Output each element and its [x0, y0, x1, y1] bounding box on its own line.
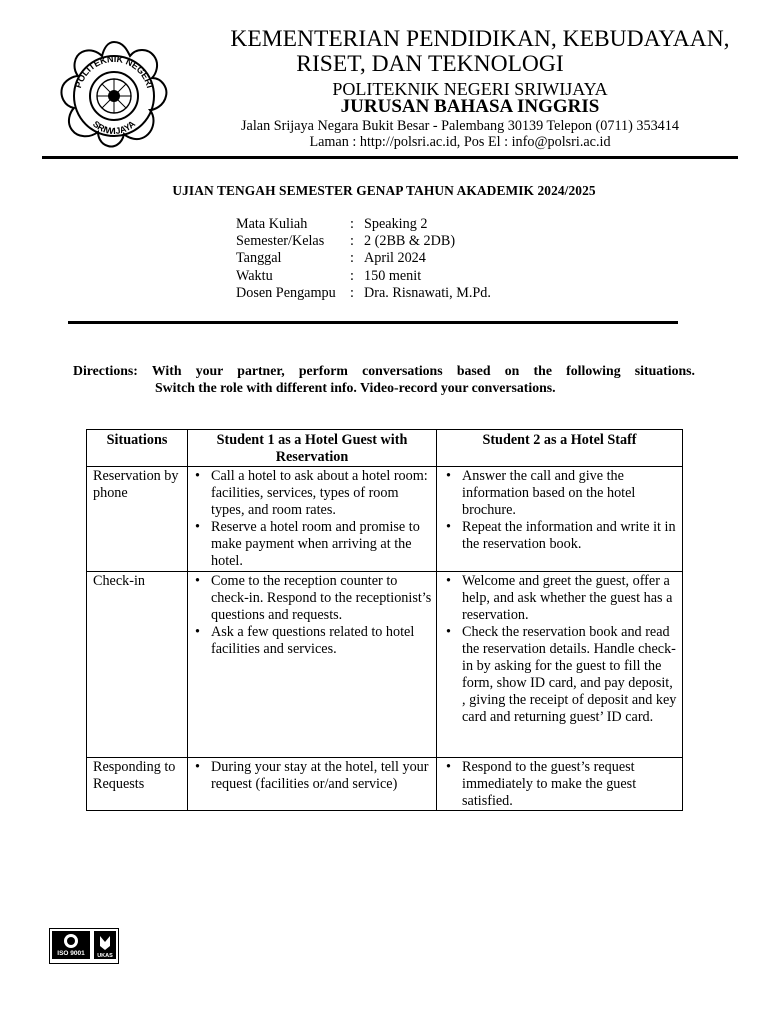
bullet-list [188, 759, 436, 793]
situation-cell: Responding to Requests [87, 758, 188, 811]
situations-table [86, 429, 683, 811]
student1-cell [188, 758, 437, 811]
exam-info-value: Dra. Risnawati, M.Pd. [364, 284, 491, 301]
exam-info-label: Dosen Pengampu [236, 284, 336, 301]
exam-info-label: Tanggal [236, 250, 282, 267]
ministry-name-line2: RISET, DAN TEKNOLOGI [296, 51, 564, 77]
section-divider [68, 321, 678, 324]
exam-title: UJIAN TENGAH SEMESTER GENAP TAHUN AKADEMIK 2024/2025 [172, 183, 596, 198]
institute-name: POLITEKNIK NEGERI SRIWIJAYA [332, 79, 608, 99]
exam-info-separator: : [350, 233, 354, 250]
table-row [87, 467, 683, 572]
situation-cell: Reservation by phone [87, 467, 188, 572]
svg-text:SRIWIJAYA: SRIWIJAYA [90, 118, 138, 137]
exam-info-label: Mata Kuliah [236, 216, 308, 232]
exam-info-value: April 2024 [364, 250, 426, 267]
exam-info-row [236, 216, 491, 233]
list-item: • Welcome and greet the guest, offer a help, and ask whether the guest has a reservation. [437, 573, 682, 624]
table-row [87, 758, 683, 811]
header-situations: Situations [87, 430, 188, 467]
exam-info-row [236, 285, 491, 302]
institute-website: Laman : http://polsri.ac.id, Pos El : info@polsri.ac.id [309, 134, 611, 150]
exam-info-value: 2 (2BB & 2DB) [364, 233, 456, 250]
iso-certification-badge-icon [49, 928, 119, 964]
list-item: • Call a hotel to ask about a hotel room: facilities, services, types of room types, and room rates. [188, 468, 436, 519]
list-item: • Reserve a hotel room and promise to make payment when arriving at the hotel. [188, 519, 436, 570]
bullet-list [188, 573, 436, 658]
exam-info-table [236, 216, 491, 302]
exam-info-separator: : [350, 216, 354, 232]
exam-info-label: Waktu [236, 267, 273, 284]
bullet-list [437, 573, 682, 726]
header-student2: Student 2 as a Hotel Staff [437, 430, 683, 467]
student2-cell [437, 572, 683, 758]
student1-cell [188, 467, 437, 572]
exam-info-separator: : [350, 250, 354, 267]
exam-info-separator: : [350, 267, 354, 284]
exam-info-row [236, 250, 491, 267]
list-item: • Come to the reception counter to check-in. Respond to the receptionist’s questions and requests. [188, 573, 436, 624]
ministry-name-line1: KEMENTERIAN PENDIDIKAN, KEBUDAYAAN, [230, 26, 730, 52]
directions-line2: Switch the role with different info. Video-record your conversations. [155, 380, 556, 395]
exam-info-value: 150 menit [364, 267, 422, 284]
list-item: • During your stay at the hotel, tell your request (facilities or/and service) [188, 759, 436, 793]
directions [73, 362, 695, 396]
letterhead-divider [42, 156, 738, 159]
bullet-list [437, 468, 682, 553]
directions-line1: Directions: With your partner, perform conversations based on the following situations. [73, 363, 695, 378]
exam-info-separator: : [350, 284, 354, 301]
list-item: • Respond to the guest’s request immediately to make the guest satisfied. [437, 759, 682, 810]
exam-info-label: Semester/Kelas [236, 233, 325, 250]
exam-info-row [236, 268, 491, 285]
situation-cell: Check-in [87, 572, 188, 758]
exam-info-value: Speaking 2 [364, 216, 428, 232]
list-item: • Ask a few questions related to hotel facilities and services. [188, 624, 436, 658]
list-item: • Answer the call and give the information based on the hotel brochure. [437, 468, 682, 519]
institute-address: Jalan Srijaya Negara Bukit Besar - Palembang 30139 Telepon (0711) 353414 [241, 118, 679, 134]
table-row [87, 572, 683, 758]
exam-info-row [236, 233, 491, 250]
list-item: • Repeat the information and write it in the reservation book. [437, 519, 682, 553]
svg-text:ISO 9001: ISO 9001 [57, 950, 85, 957]
student2-cell [437, 467, 683, 572]
list-item: • Check the reservation book and read the reservation details. Handle check-in by asking for the guest to fill the form, show ID card, and pay deposit, , giving the receipt of deposit and key card and returning guest’ ID card. [437, 624, 682, 726]
svg-text:POLITEKNIK NEGERI: POLITEKNIK NEGERI [73, 53, 155, 90]
bullet-list [437, 759, 682, 810]
table-header-row [87, 430, 683, 467]
header-student1: Student 1 as a Hotel Guest with Reservation [188, 430, 437, 467]
bullet-list [188, 468, 436, 570]
svg-text:UKAS: UKAS [97, 953, 113, 959]
student2-cell [437, 758, 683, 811]
polsri-emblem-icon [58, 38, 170, 150]
department-name: JURUSAN BAHASA INGGRIS [340, 96, 600, 117]
student1-cell [188, 572, 437, 758]
